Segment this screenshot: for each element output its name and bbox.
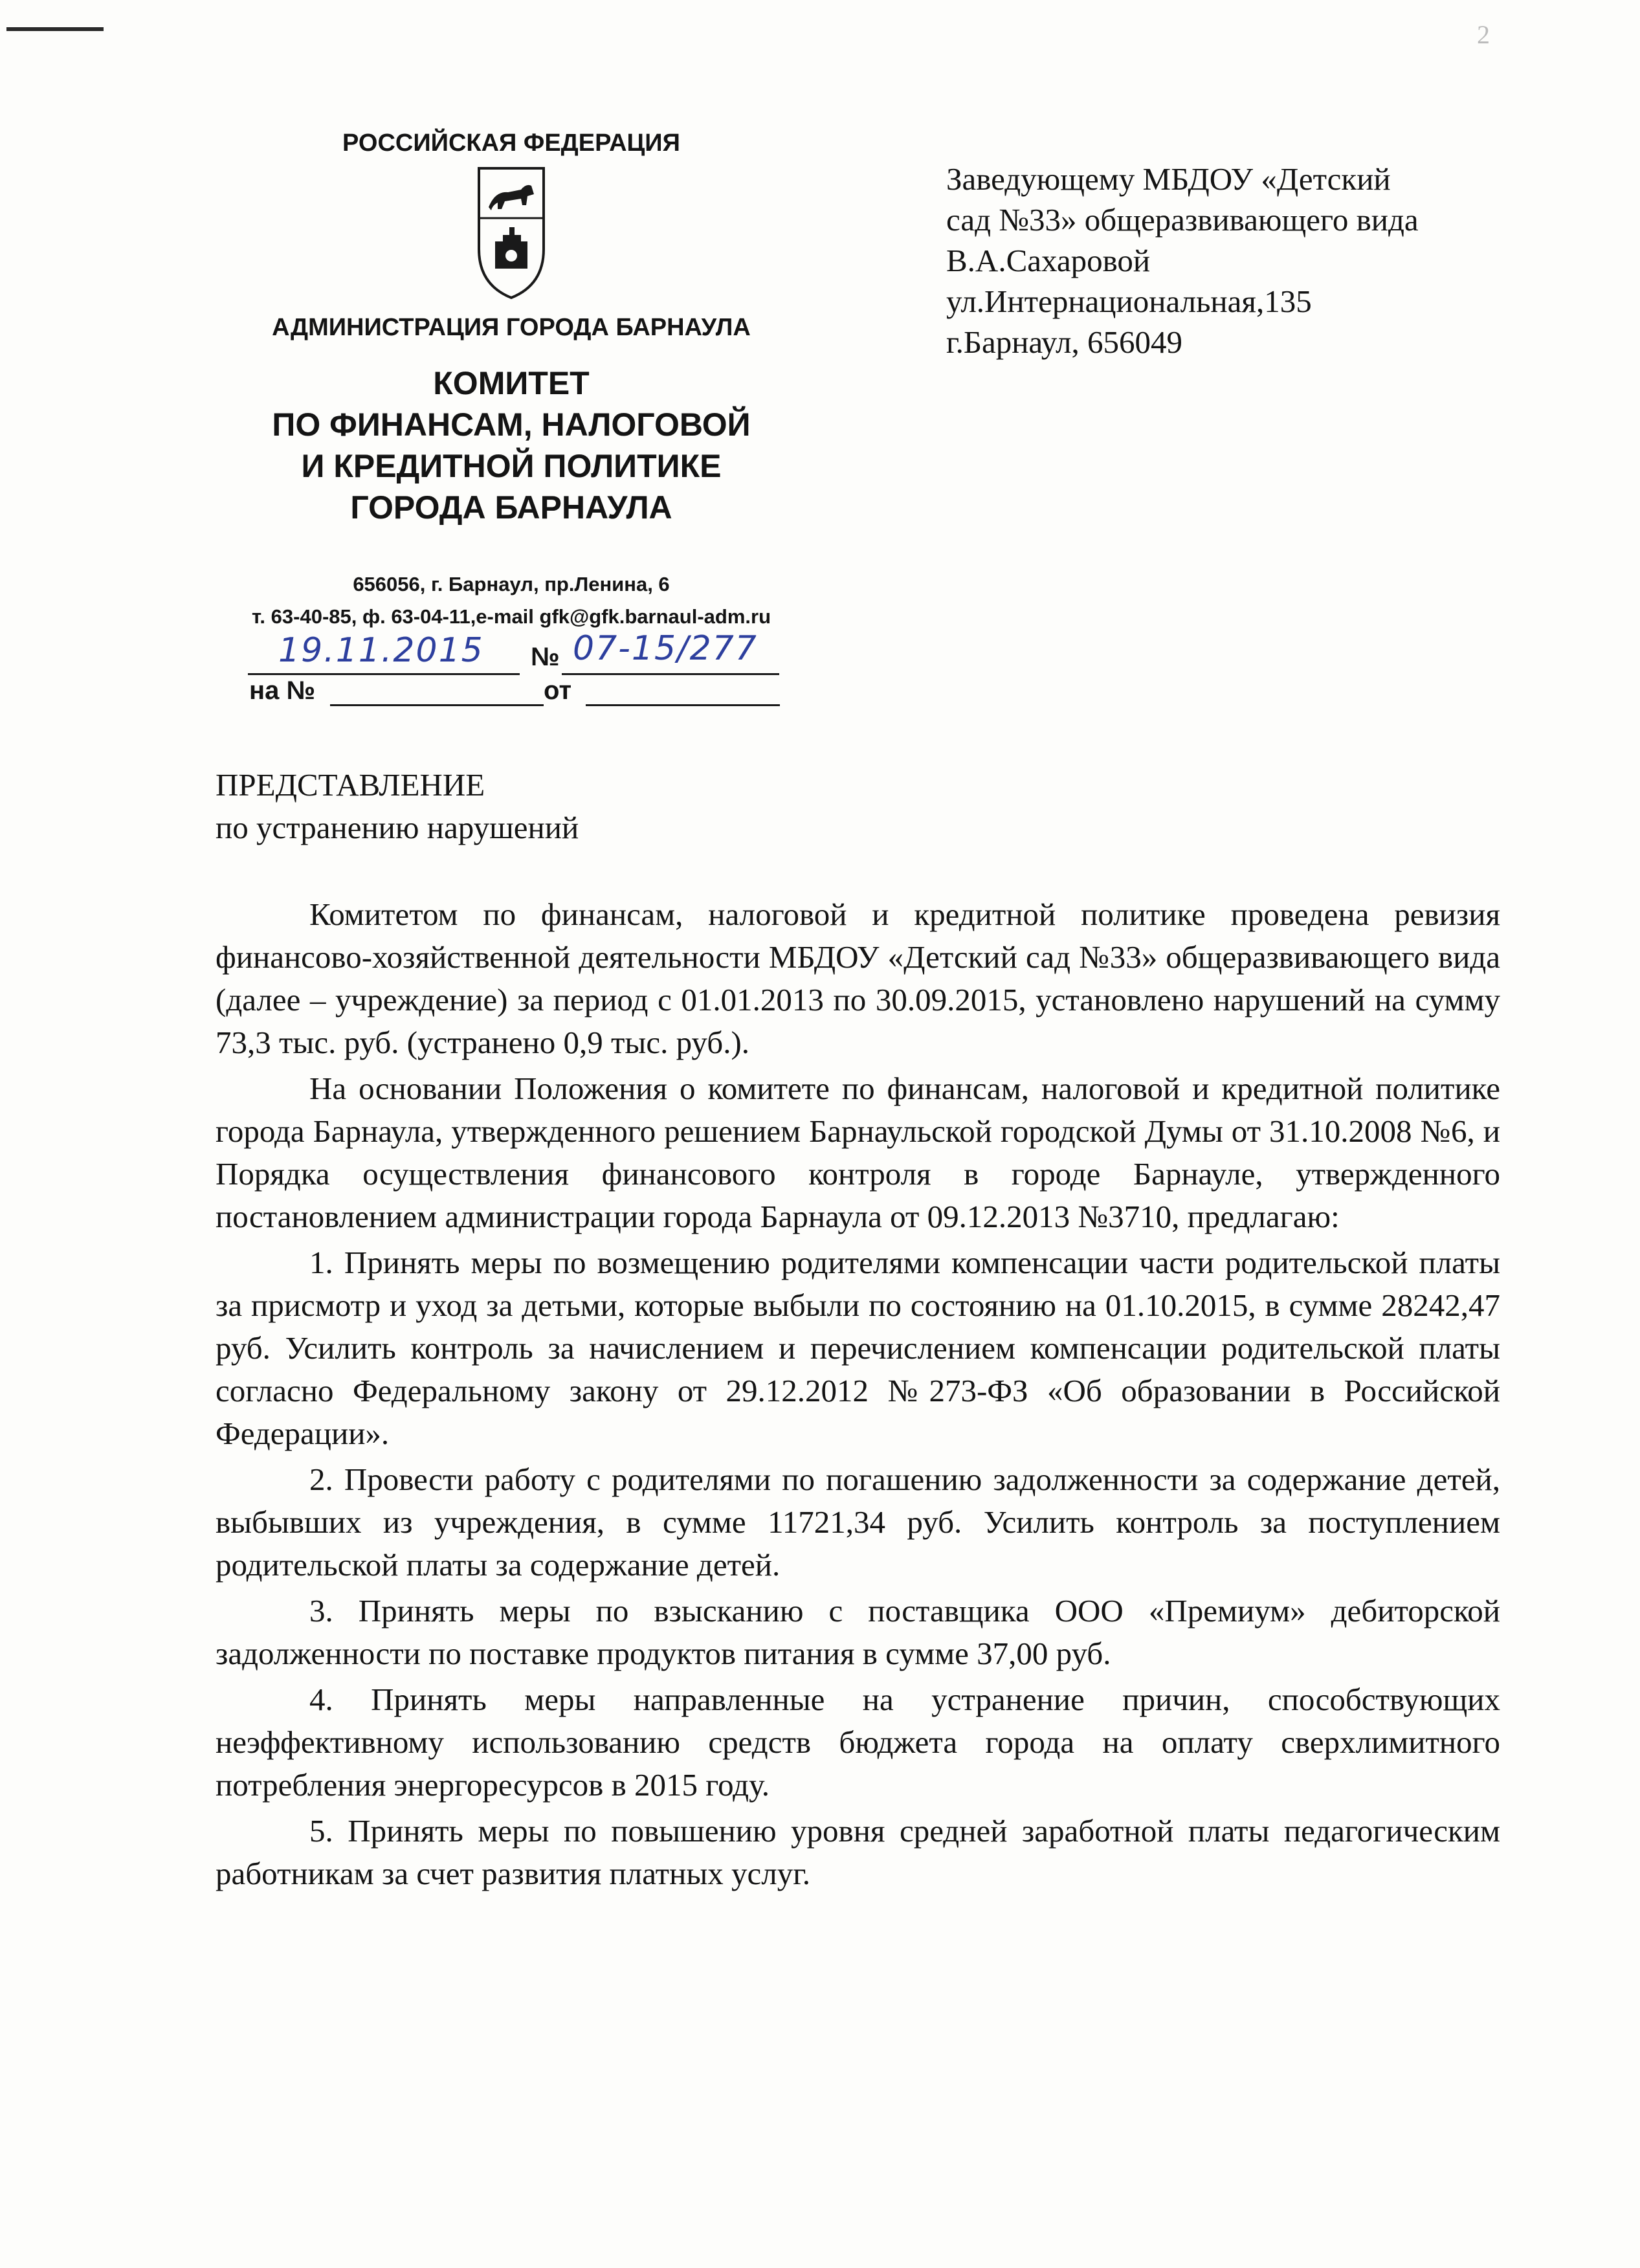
body-paragraph: На основании Положения о комитете по финансам, налоговой и кредитной политике города Барнаула, утвержденного решением Барнаульской городской Думы от 31.10.2008 №6, и Порядка осуществления финансового контроля в городе Барнауле, утвержденного постановлением администрации города Барнаула от 09.12.2013 №3710, предлагаю: (216, 1071, 1500, 1234)
letterhead-country: РОССИЙСКАЯ ФЕДЕРАЦИЯ (342, 129, 680, 157)
date-underline (248, 673, 520, 675)
letterhead-administration: АДМИНИСТРАЦИЯ ГОРОДА БАРНАУЛА (272, 314, 751, 341)
list-item: 2. Провести работу с родителями по погашению задолженности за содержание детей, выбывших из учреждения, в сумме 11721,34 руб. Усилить контроль за поступлением родительской платы за содержание детей. (216, 1462, 1500, 1583)
addressee-line: сад №33» общеразвивающего вида (946, 202, 1419, 238)
registration-date: 19.11.2015 (278, 631, 484, 670)
scan-edge-mark (6, 27, 104, 31)
city-emblem-icon (476, 165, 547, 301)
list-item: 5. Принять меры по повышению уровня средней заработной платы педагогическим работникам за счет развития платных услуг. (216, 1813, 1500, 1891)
letterhead-address: 656056, г. Барнаул, пр.Ленина, 6 (353, 573, 670, 595)
addressee-block (946, 159, 1419, 362)
committee-line: ГОРОДА БАРНАУЛА (350, 489, 672, 526)
addressee-line: В.А.Сахаровой (946, 243, 1151, 278)
reference-label: на № (249, 676, 316, 705)
document-title: ПРЕДСТАВЛЕНИЕ (216, 767, 485, 803)
committee-line: КОМИТЕТ (433, 365, 590, 401)
document-title-block (216, 764, 579, 849)
body-paragraph: Комитетом по финансам, налоговой и кредитной политике проведена ревизия финансово-хозяйственной деятельности МБДОУ «Детский сад №33» общеразвивающего вида (далее – учреждение) за период с 01.01.2013 по 30.09.2015, установлено нарушений на сумму 73,3 тыс. руб. (устранено 0,9 тыс. руб.). (216, 896, 1500, 1060)
committee-line: И КРЕДИТНОЙ ПОЛИТИКЕ (301, 448, 722, 484)
list-item: 3. Принять меры по взысканию с поставщика ООО «Премиум» дебиторской задолженности по поставке продуктов питания в сумме 37,00 руб. (216, 1593, 1500, 1671)
document-subtitle: по устранению нарушений (216, 810, 579, 845)
page-number: 2 (1477, 20, 1490, 49)
reference-date-underline (586, 704, 780, 706)
reference-from-label: от (544, 676, 572, 705)
addressee-line: Заведующему МБДОУ «Детский (946, 161, 1391, 197)
list-item: 1. Принять меры по возмещению родителями компенсации части родительской платы за присмотр и уход за детьми, которые выбыли по состоянию на 01.10.2015, в сумме 28242,47 руб. Усилить контроль за начислением и перечислением компенсации родительской платы согласно Федеральному закону от 29.12.2012 №273-ФЗ «Об образовании в Российской Федерации». (216, 1245, 1500, 1451)
registration-number: 07-15/277 (573, 629, 758, 668)
document-body (216, 893, 1500, 1898)
addressee-line: ул.Интернациональная,135 (946, 284, 1312, 319)
letterhead-committee (194, 362, 828, 528)
committee-line: ПО ФИНАНСАМ, НАЛОГОВОЙ (272, 406, 751, 443)
letterhead-phone-email: т. 63-40-85, ф. 63-04-11,e-mail gfk@gfk.barnaul-adm.ru (251, 605, 771, 628)
list-item: 4. Принять меры направленные на устранение причин, способствующих неэффективному использованию средств бюджета города на оплату сверхлимитного потребления энергоресурсов в 2015 году. (216, 1682, 1500, 1803)
addressee-line: г.Барнаул, 656049 (946, 324, 1182, 360)
registration-number-label: № (531, 643, 560, 671)
number-underline (562, 673, 779, 675)
letterhead-contacts (194, 568, 828, 633)
reference-underline (330, 704, 544, 706)
